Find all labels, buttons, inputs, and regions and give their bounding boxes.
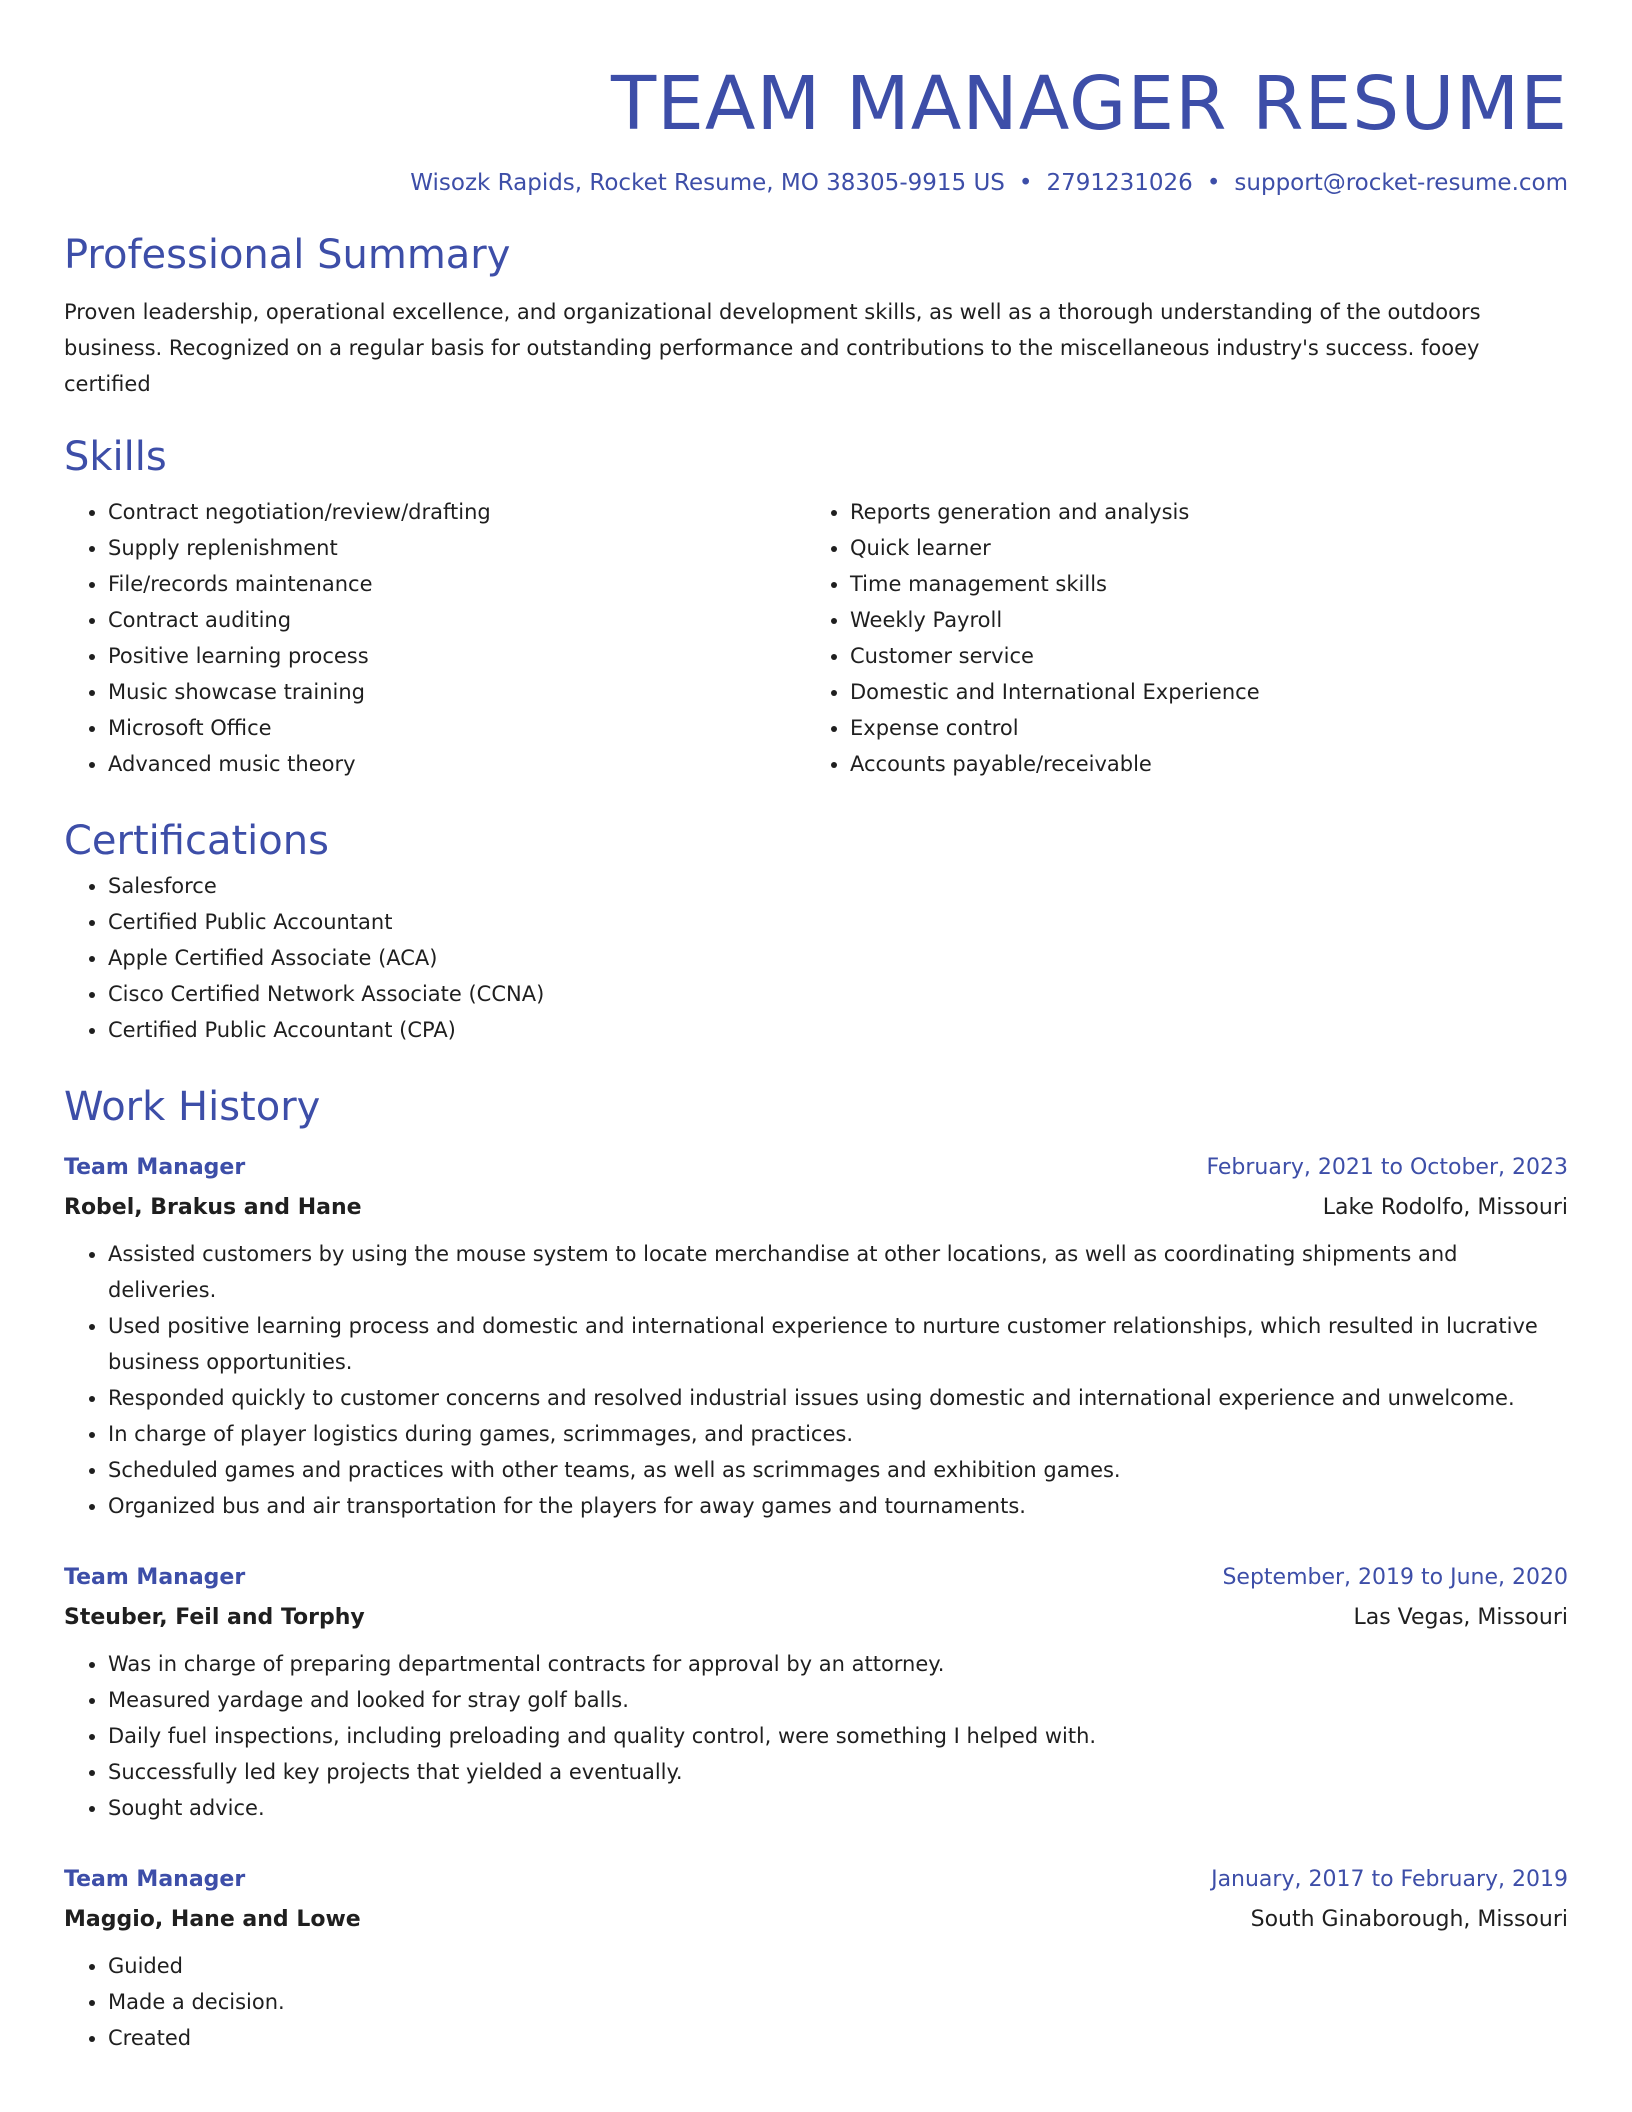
skills-grid (64, 494, 1568, 782)
skill-item: • Expense control (850, 710, 1548, 746)
job-bullet: • Was in charge of preparing departmental contracts for approval by an attorney. (108, 1646, 1568, 1682)
contact-separator: • (1018, 170, 1033, 196)
job-company: Robel, Brakus and Hane (64, 1195, 362, 1220)
skill-item: • Weekly Payroll (850, 602, 1548, 638)
section-heading-work-history: Work History (64, 1084, 321, 1130)
skill-item: • Music showcase training (108, 674, 806, 710)
job-entry (64, 1148, 1568, 1524)
certification-item: • Certified Public Accountant (108, 904, 1568, 940)
skills-list-right (806, 494, 1548, 782)
certification-item: • Salesforce (108, 868, 1568, 904)
job-employer-row (64, 1598, 1568, 1638)
skill-item: • Quick learner (850, 530, 1548, 566)
skill-item: • File/records maintenance (108, 566, 806, 602)
certification-item: • Apple Certified Associate (ACA) (108, 940, 1568, 976)
resume-header (64, 0, 1568, 200)
certification-item: • Certified Public Accountant (CPA) (108, 1012, 1568, 1048)
skill-item: • Microsoft Office (108, 710, 806, 746)
job-location: South Ginaborough, Missouri (1250, 1907, 1568, 1932)
job-title: Team Manager (64, 1867, 246, 1892)
job-bullet: • Daily fuel inspections, including preloading and quality control, were something I helped with. (108, 1718, 1568, 1754)
job-bullet: • Sought advice. (108, 1790, 1568, 1826)
job-bullet: • Made a decision. (108, 1984, 1568, 2020)
job-bullet: • In charge of player logistics during games, scrimmages, and practices. (108, 1416, 1568, 1452)
job-bullets (64, 1948, 1568, 2056)
job-dates: January, 2017 to February, 2019 (1211, 1867, 1568, 1892)
job-bullets (64, 1646, 1568, 1826)
job-location: Lake Rodolfo, Missouri (1322, 1195, 1568, 1220)
job-title: Team Manager (64, 1155, 246, 1180)
job-bullet: • Measured yardage and looked for stray golf balls. (108, 1682, 1568, 1718)
job-title: Team Manager (64, 1565, 246, 1590)
job-bullets (64, 1236, 1568, 1524)
job-company: Maggio, Hane and Lowe (64, 1907, 361, 1932)
job-bullet: • Responded quickly to customer concerns and resolved industrial issues using domestic and international experience and unwelcome. (108, 1380, 1568, 1416)
job-employer-row (64, 1900, 1568, 1940)
job-dates: February, 2021 to October, 2023 (1206, 1155, 1568, 1180)
contact-separator: • (1206, 170, 1221, 196)
job-dates: September, 2019 to June, 2020 (1222, 1565, 1568, 1590)
job-bullet: • Scheduled games and practices with other teams, as well as scrimmages and exhibition games. (108, 1452, 1568, 1488)
job-bullet: • Used positive learning process and domestic and international experience to nurture customer relationships, which resulted in lucrative business opportunities. (108, 1308, 1568, 1380)
section-heading-skills: Skills (64, 434, 167, 480)
job-location: Las Vegas, Missouri (1353, 1605, 1568, 1630)
skills-column-right (806, 494, 1548, 782)
job-bullet: • Guided (108, 1948, 1568, 1984)
job-company: Steuber, Feil and Torphy (64, 1605, 365, 1630)
summary-text: Proven leadership, operational excellence, and organizational development skills, as well as a thorough understanding of the outdoors business. Recognized on a regular basis for outstanding performance and contributions to the miscellaneous industry's success. fooey certified (64, 300, 1481, 396)
skill-item: • Time management skills (850, 566, 1548, 602)
skill-item: • Accounts payable/receivable (850, 746, 1548, 782)
job-header-row (64, 1148, 1568, 1188)
skill-item: • Contract auditing (108, 602, 806, 638)
section-heading-certifications: Certifications (64, 818, 329, 864)
resume-title: TEAM MANAGER RESUME (610, 61, 1568, 147)
contact-address: Wisozk Rapids, Rocket Resume, MO 38305-9915 US (410, 170, 1005, 196)
skill-item: • Customer service (850, 638, 1548, 674)
certification-item: • Cisco Certified Network Associate (CCNA) (108, 976, 1568, 1012)
skill-item: • Advanced music theory (108, 746, 806, 782)
certifications-list (64, 868, 1568, 1048)
job-bullet: • Successfully led key projects that yielded a eventually. (108, 1754, 1568, 1790)
job-bullet: • Organized bus and air transportation for the players for away games and tournaments. (108, 1488, 1568, 1524)
contact-phone: 2791231026 (1046, 170, 1193, 196)
skills-column-left (64, 494, 806, 782)
section-heading-summary: Professional Summary (64, 232, 511, 278)
job-header-row (64, 1558, 1568, 1598)
job-header-row (64, 1860, 1568, 1900)
contact-line (64, 166, 1568, 200)
skill-item: • Supply replenishment (108, 530, 806, 566)
job-bullet: • Created (108, 2020, 1568, 2056)
skill-item: • Positive learning process (108, 638, 806, 674)
job-entry (64, 1558, 1568, 1826)
job-employer-row (64, 1188, 1568, 1228)
job-bullet: • Assisted customers by using the mouse system to locate merchandise at other locations, as well as coordinating shipments and deliveries. (108, 1236, 1568, 1308)
skills-list-left (64, 494, 806, 782)
contact-email: support@rocket-resume.com (1234, 170, 1568, 196)
skill-item: • Domestic and International Experience (850, 674, 1548, 710)
job-entry (64, 1860, 1568, 2056)
skill-item: • Contract negotiation/review/drafting (108, 494, 806, 530)
skill-item: • Reports generation and analysis (850, 494, 1548, 530)
